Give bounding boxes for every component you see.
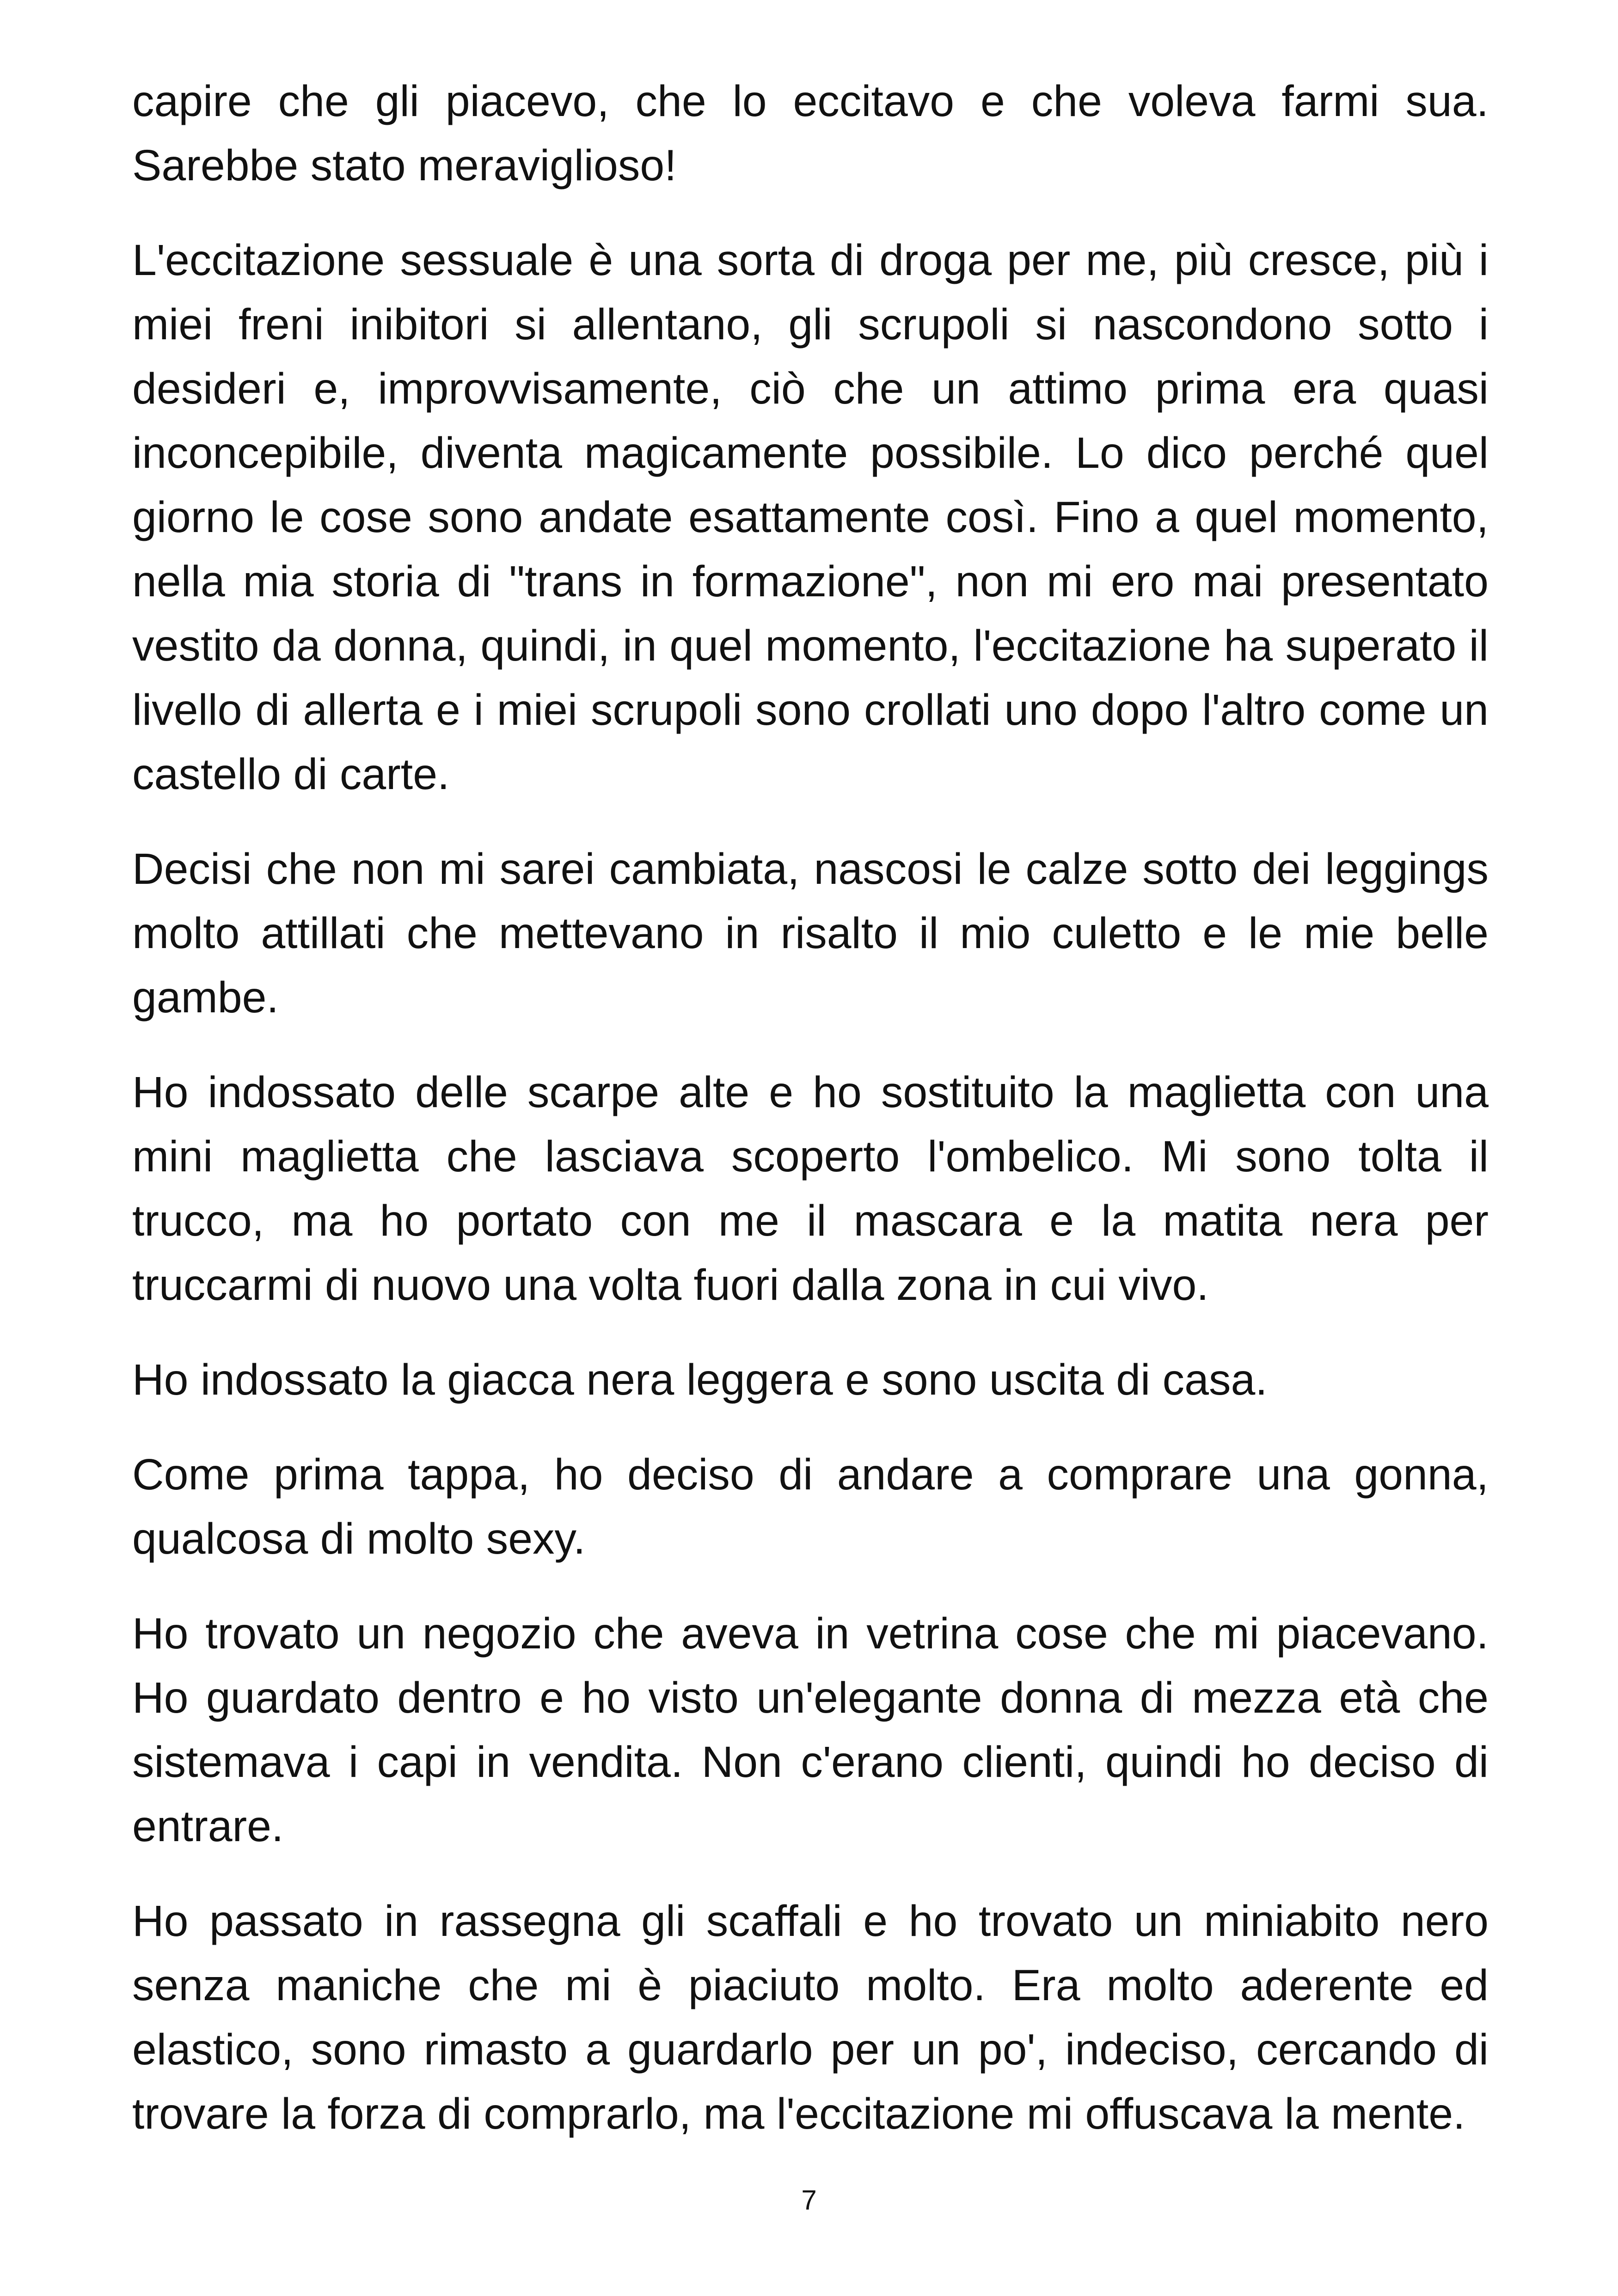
paragraph: Ho passato in rassegna gli scaffali e ho trovato un miniabito nero senza maniche che mi è piaciuto molto. Era molto aderente ed elastico, sono rimasto a guardarlo per un po', indeciso, cercando di trovare la forza di comprarlo, ma l'eccitazione mi offuscava la mente. xyxy=(132,1897,1489,2138)
paragraph: L'eccitazione sessuale è una sorta di droga per me, più cresce, più i miei freni inibitori si allentano, gli scrupoli si nascondono sotto i desideri e, improvvisamente, ciò che un attimo prima era quasi inconcepibile, diventa magicamente possibile. Lo dico perché quel giorno le cose sono andate esattamente così. Fino a quel momento, nella mia storia di "trans in formazione", non mi ero mai presentato vestito da donna, quindi, in quel momento, l'eccitazione ha superato il livello di allerta e i miei scrupoli sono crollati uno dopo l'altro come un castello di carte. xyxy=(132,236,1489,799)
body-text xyxy=(132,69,1489,2146)
paragraph: capire che gli piacevo, che lo eccitavo e che voleva farmi sua. Sarebbe stato meraviglioso! xyxy=(132,77,1489,190)
paragraph: Ho trovato un negozio che aveva in vetrina cose che mi piacevano. Ho guardato dentro e ho visto un'elegante donna di mezza età che sistemava i capi in vendita. Non c'erano clienti, quindi ho deciso di entrare. xyxy=(132,1609,1489,1851)
paragraph: Come prima tappa, ho deciso di andare a comprare una gonna, qualcosa di molto sexy. xyxy=(132,1450,1489,1563)
paragraph: Ho indossato delle scarpe alte e ho sostituito la maglietta con una mini maglietta che lasciava scoperto l'ombelico. Mi sono tolta il trucco, ma ho portato con me il mascara e la matita nera per truccarmi di nuovo una volta fuori dalla zona in cui vivo. xyxy=(132,1068,1489,1310)
page-number: 7 xyxy=(801,2185,817,2216)
paragraph: Ho indossato la giacca nera leggera e sono uscita di casa. xyxy=(132,1355,1268,1404)
paragraph: Decisi che non mi sarei cambiata, nascosi le calze sotto dei leggings molto attillati che mettevano in risalto il mio culetto e le mie belle gambe. xyxy=(132,845,1489,1022)
